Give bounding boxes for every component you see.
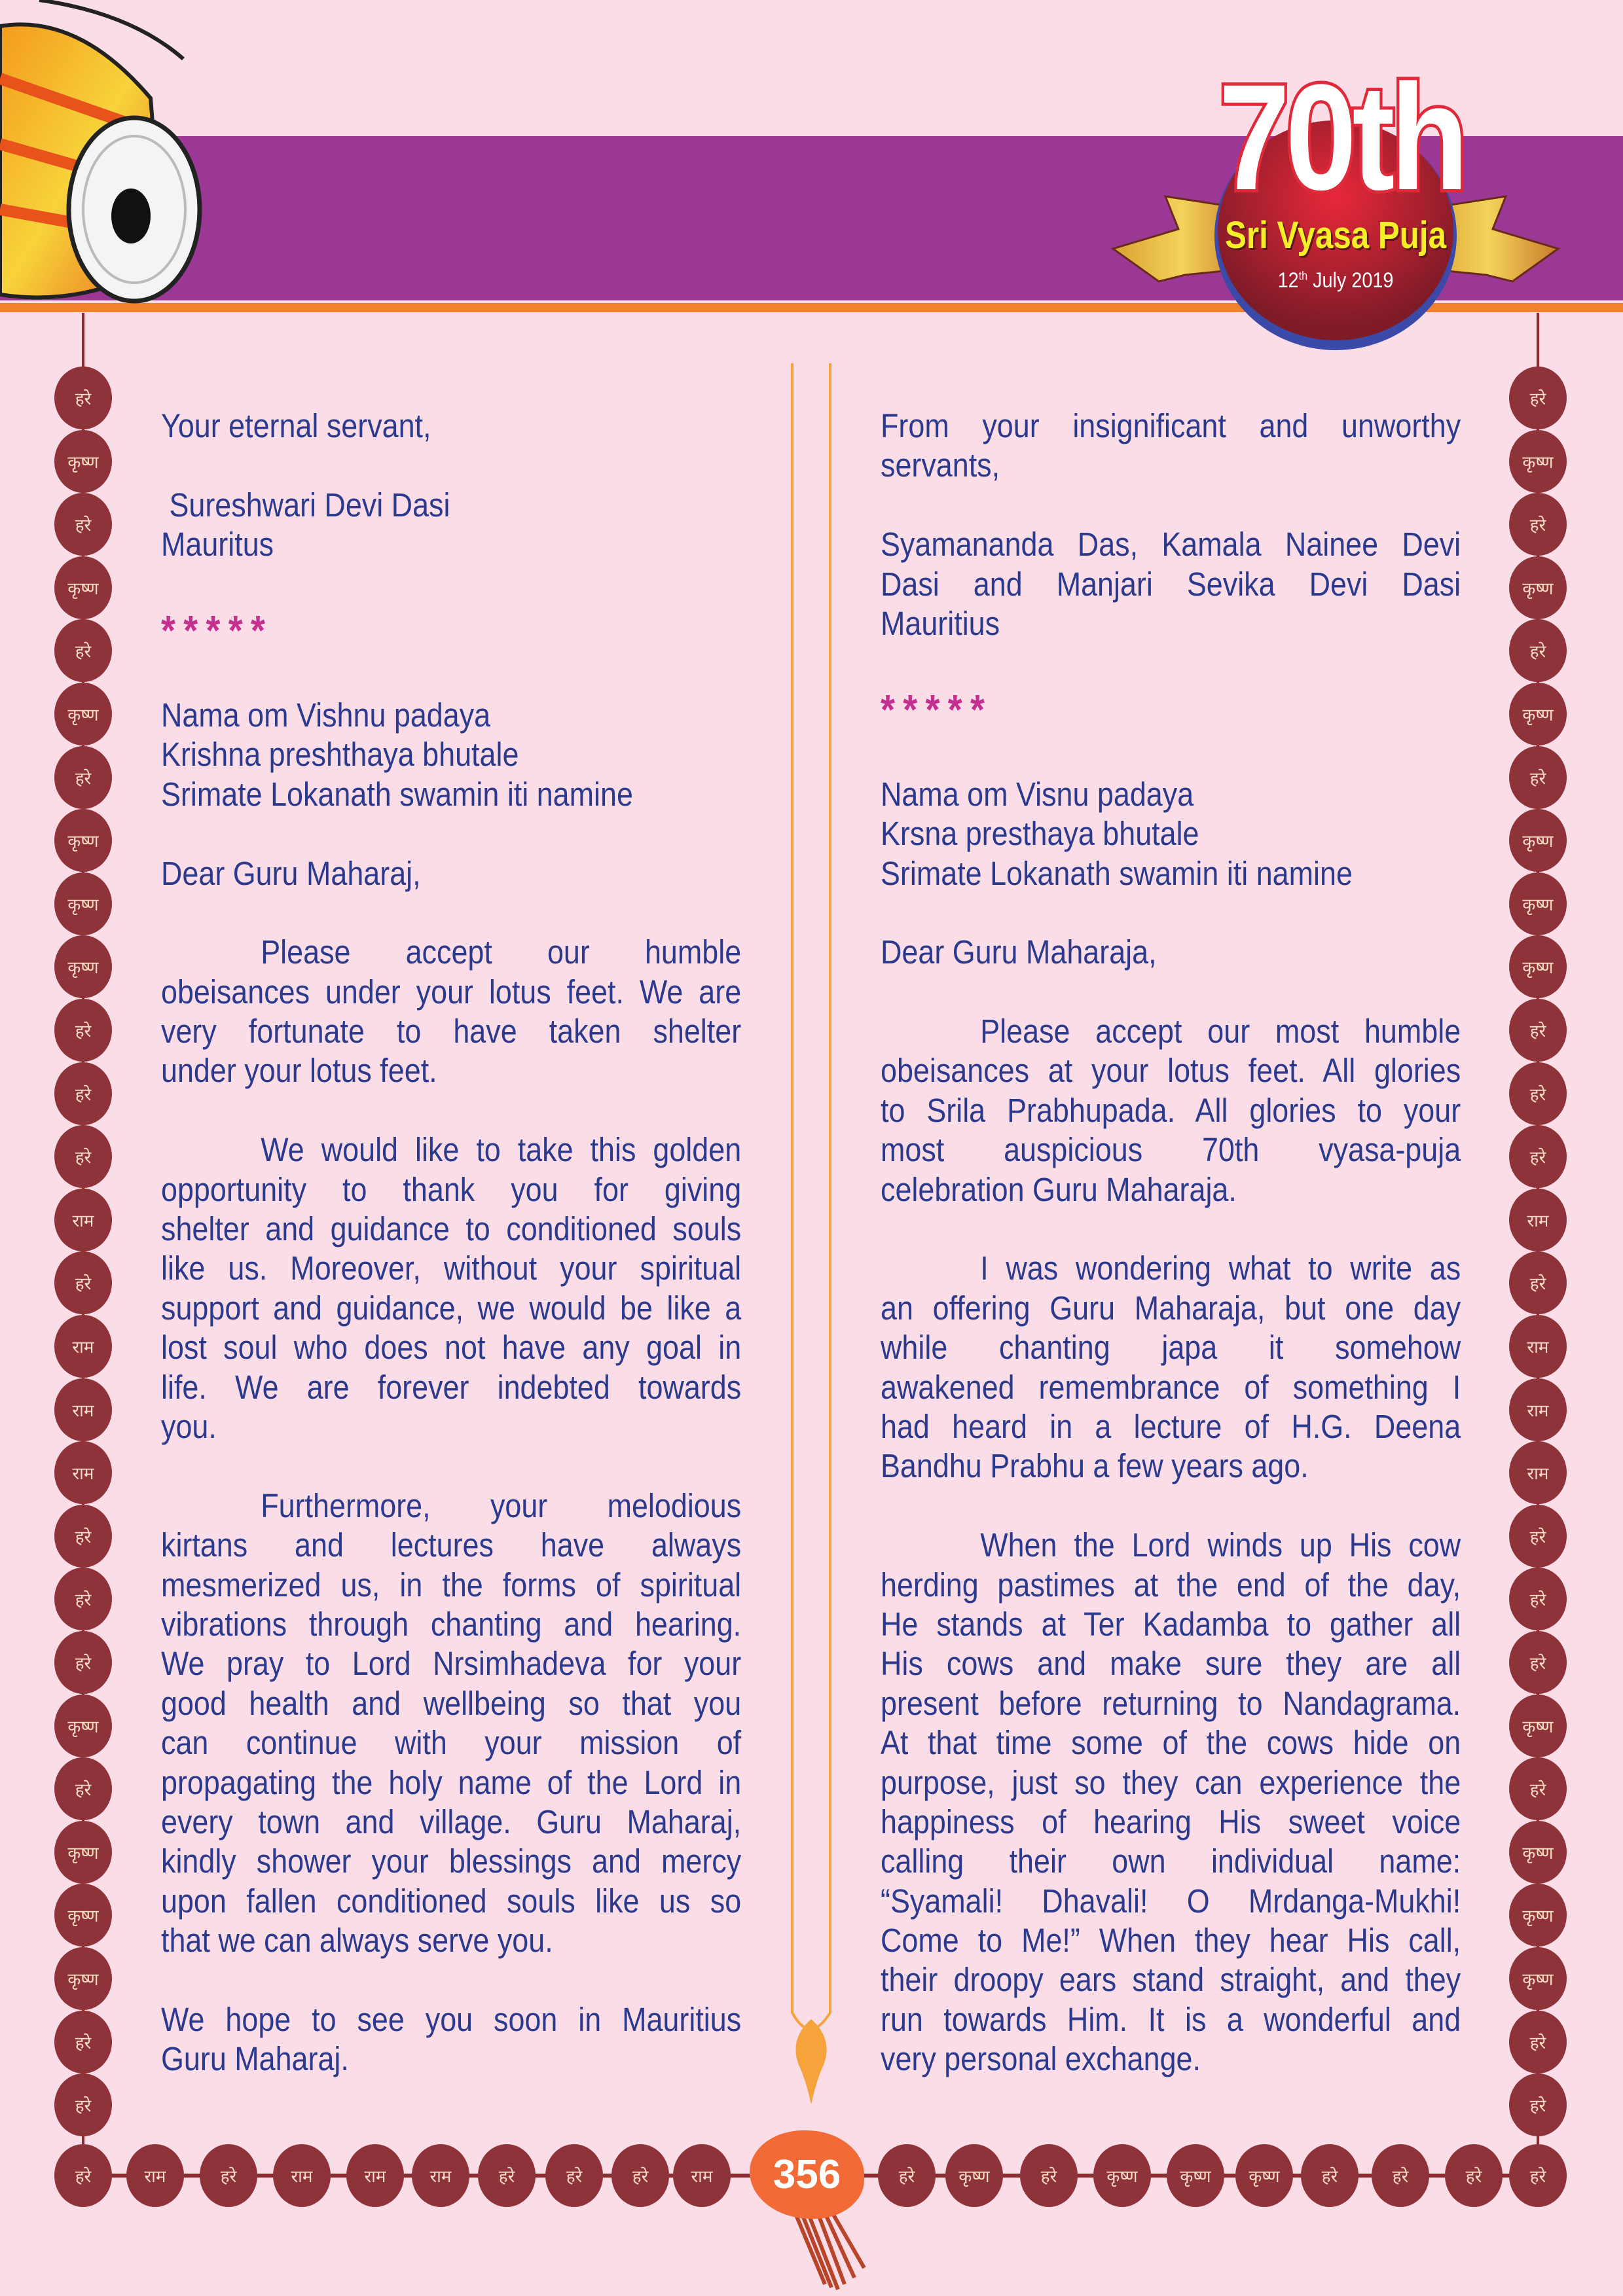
text-line: awakened remembrance of something I — [881, 1368, 1461, 1406]
text-line: His cows and make sure they are all — [881, 1645, 1461, 1683]
text-line: Guru Maharaj. — [161, 2040, 349, 2078]
text-line: I was wondering what to write as — [980, 1249, 1461, 1287]
japa-bead: कृष्ण — [54, 430, 112, 493]
japa-bead: हरे — [1020, 2144, 1078, 2207]
badge-date — [1212, 268, 1459, 293]
japa-bead: हरे — [54, 2144, 112, 2207]
japa-bead: हरे — [54, 1757, 112, 1820]
japa-bead: हरे — [54, 2011, 112, 2073]
text-line: servants, — [881, 446, 1000, 484]
text-line: most auspicious 70th vyasa-puja — [881, 1131, 1461, 1169]
paragraph — [161, 486, 741, 565]
text-line: their droopy ears stand straight, and they — [881, 1961, 1461, 1999]
japa-bead: राम — [54, 1441, 112, 1504]
text-line: We would like to take this golden — [261, 1131, 742, 1169]
text-line: Syamananda Das, Kamala Nainee Devi — [881, 526, 1461, 564]
japa-bead: कृष्ण — [1509, 872, 1567, 935]
japa-bead: हरे — [545, 2144, 603, 2207]
text-line: upon fallen conditioned souls like us so — [161, 1882, 742, 1920]
text-line: Nama om Visnu padaya — [881, 775, 1194, 813]
text-line: purpose, just so they can experience the — [881, 1763, 1461, 1801]
japa-bead: राम — [54, 1189, 112, 1251]
text-line: obeisances at your lotus feet. All glories — [881, 1052, 1461, 1090]
text-line: Furthermore, your melodious — [261, 1486, 742, 1524]
japa-bead: राम — [54, 1378, 112, 1441]
text-line: life. We are forever indebted towards — [161, 1368, 742, 1406]
text-line: had heard in a lecture of H.G. Deena — [881, 1407, 1461, 1445]
center-divider-ornament — [773, 363, 851, 2117]
japa-bead: कृष्ण — [1509, 809, 1567, 872]
japa-bead: राम — [54, 1315, 112, 1378]
text-line: Srimate Lokanath swamin iti namine — [161, 775, 633, 813]
text-line: an offering Guru Maharaja, but one day — [881, 1289, 1461, 1327]
japa-bead: हरे — [1509, 1631, 1567, 1694]
text-line: to Srila Prabhupada. All glories to your — [881, 1091, 1461, 1129]
text-line: present before returning to Nandagrama. — [881, 1684, 1461, 1722]
text-line: opportunity to thank you for giving — [161, 1170, 742, 1208]
japa-bead: कृष्ण — [54, 809, 112, 872]
paragraph — [161, 933, 741, 1091]
japa-bead: हरे — [54, 619, 112, 682]
text-line: Nama om Vishnu padaya — [161, 696, 491, 734]
japa-bead: हरे — [54, 1125, 112, 1188]
text-line: Srimate Lokanath swamin iti namine — [881, 854, 1353, 892]
paragraph — [881, 775, 1461, 893]
text-line: Please accept our most humble — [980, 1013, 1461, 1050]
japa-bead: हरे — [878, 2144, 936, 2207]
text-line: Dear Guru Maharaja, — [881, 933, 1157, 971]
japa-bead: हरे — [611, 2144, 669, 2207]
text-line: can continue with your mission of — [161, 1724, 742, 1762]
text-line: Mauritus — [161, 526, 274, 564]
japa-bead: हरे — [1509, 2073, 1567, 2136]
text-line: Mauritius — [881, 604, 1000, 642]
japa-bead: राम — [1509, 1315, 1567, 1378]
text-line: We pray to Lord Nrsimhadeva for your — [161, 1645, 742, 1683]
badge-date-rest: July 2019 — [1307, 268, 1394, 292]
text-line: very personal exchange. — [881, 2040, 1201, 2078]
japa-bead: हरे — [478, 2144, 536, 2207]
japa-bead: हरे — [1509, 619, 1567, 682]
japa-bead: हरे — [1509, 1568, 1567, 1630]
japa-bead: हरे — [54, 1631, 112, 1694]
paragraph — [161, 1486, 741, 1961]
japa-bead: हरे — [54, 1568, 112, 1630]
text-line: that we can always serve you. — [161, 1922, 553, 1960]
badge-date-suffix: th — [1298, 269, 1308, 283]
japa-bead: हरे — [1301, 2144, 1359, 2207]
japa-bead: कृष्ण — [1093, 2144, 1151, 2207]
japa-bead: कृष्ण — [1509, 430, 1567, 493]
japa-bead: हरे — [54, 1062, 112, 1125]
japa-bead: राम — [126, 2144, 184, 2207]
japa-bead: कृष्ण — [54, 1821, 112, 1884]
section-separator-stars: ***** — [881, 685, 993, 733]
text-line: Please accept our humble — [261, 933, 742, 971]
text-line: Sureshwari Devi Dasi — [161, 486, 450, 524]
text-line: Come to Me!” When they hear His call, — [881, 1922, 1461, 1960]
japa-bead: हरे — [54, 493, 112, 556]
text-line: Krsna presthaya bhutale — [881, 815, 1199, 853]
text-line: When the Lord winds up His cow — [980, 1526, 1461, 1564]
text-line: kirtans and lectures have always — [161, 1526, 742, 1564]
text-line: run towards Him. It is a wonderful and — [881, 2000, 1461, 2038]
japa-bead: कृष्ण — [1509, 1821, 1567, 1884]
japa-bead: राम — [1509, 1189, 1567, 1251]
text-line: every town and village. Guru Maharaj, — [161, 1803, 742, 1840]
japa-bead: हरे — [1509, 493, 1567, 556]
text-line: mesmerized us, in the forms of spiritual — [161, 1566, 742, 1604]
paragraph — [161, 406, 741, 446]
text-line: propagating the holy name of the Lord in — [161, 1763, 742, 1801]
paragraph — [881, 1249, 1461, 1486]
japa-bead: कृष्ण — [1509, 935, 1567, 998]
japa-bead: राम — [346, 2144, 404, 2207]
tassel-icon — [786, 2206, 877, 2291]
section-separator-stars: ***** — [161, 606, 274, 654]
text-line: We hope to see you soon in Mauritius — [161, 2000, 742, 2038]
japa-bead: कृष्ण — [1509, 1947, 1567, 2010]
paragraph — [161, 854, 741, 893]
japa-bead: राम — [1509, 1378, 1567, 1441]
japa-bead: हरे — [1509, 999, 1567, 1062]
paragraph — [881, 1012, 1461, 1210]
paragraph — [881, 525, 1461, 643]
japa-bead: कृष्ण — [1167, 2144, 1224, 2207]
japa-bead: कृष्ण — [54, 556, 112, 619]
japa-bead: हरे — [54, 1505, 112, 1568]
japa-bead: हरे — [1509, 1505, 1567, 1568]
text-line: “Syamali! Dhavali! O Mrdanga-Mukhi! — [881, 1882, 1461, 1920]
japa-bead: कृष्ण — [54, 872, 112, 935]
left-letter-column — [161, 406, 741, 2119]
japa-bead: हरे — [1509, 367, 1567, 429]
paragraph — [161, 2000, 741, 2079]
mridanga-drum-icon — [0, 0, 216, 314]
text-line: lost soul who does not have any goal in — [161, 1329, 742, 1367]
text-line: support and guidance, we would be like a — [161, 1289, 742, 1327]
badge-date-day: 12 — [1277, 268, 1299, 292]
text-line: He stands at Ter Kadamba to gather all — [881, 1605, 1461, 1643]
japa-bead: राम — [412, 2144, 469, 2207]
text-line: Bandhu Prabhu a few years ago. — [881, 1447, 1309, 1485]
badge-subtitle: Sri Vyasa Puja — [1224, 214, 1447, 257]
japa-bead: हरे — [1509, 2144, 1567, 2207]
japa-bead: कृष्ण — [54, 1947, 112, 2010]
text-line: Dasi and Manjari Sevika Devi Dasi — [881, 565, 1461, 603]
text-line: happiness of hearing His sweet voice — [881, 1803, 1461, 1840]
japa-bead: राम — [673, 2144, 731, 2207]
paragraph — [881, 406, 1461, 486]
japa-bead: हरे — [1372, 2144, 1429, 2207]
text-line: while chanting japa it somehow — [881, 1329, 1461, 1367]
japa-bead: कृष्ण — [1509, 1695, 1567, 1757]
text-line: very fortunate to have taken shelter — [161, 1013, 742, 1050]
badge-title: 70th — [1218, 53, 1465, 221]
text-line: you. — [161, 1407, 217, 1445]
japa-bead: कृष्ण — [54, 1884, 112, 1946]
japa-bead: हरे — [1509, 1251, 1567, 1314]
japa-bead: राम — [1509, 1441, 1567, 1504]
japa-bead: हरे — [200, 2144, 257, 2207]
text-line: like us. Moreover, without your spiritual — [161, 1249, 742, 1287]
japa-bead: हरे — [54, 999, 112, 1062]
japa-bead: हरे — [1445, 2144, 1503, 2207]
right-letter-column — [881, 406, 1461, 2119]
japa-bead: हरे — [54, 746, 112, 809]
japa-bead: कृष्ण — [54, 1695, 112, 1757]
japa-bead: कृष्ण — [1509, 1884, 1567, 1946]
text-line: shelter and guidance to conditioned souls — [161, 1210, 742, 1248]
text-line: Your eternal servant, — [161, 407, 431, 444]
paragraph — [881, 1526, 1461, 2079]
text-line: obeisances under your lotus feet. We are — [161, 973, 742, 1011]
text-line: good health and wellbeing so that you — [161, 1684, 742, 1722]
japa-bead: हरे — [1509, 1757, 1567, 1820]
japa-bead: हरे — [54, 2073, 112, 2136]
japa-bead: हरे — [1509, 1125, 1567, 1188]
text-line: At that time some of the cows hide on — [881, 1724, 1461, 1762]
japa-bead: कृष्ण — [1509, 683, 1567, 745]
text-line: From your insignificant and unworthy — [881, 407, 1461, 444]
paragraph — [161, 696, 741, 814]
japa-bead: हरे — [54, 1251, 112, 1314]
text-line: Krishna preshthaya bhutale — [161, 736, 519, 774]
japa-bead: कृष्ण — [945, 2144, 1003, 2207]
text-line: Dear Guru Maharaj, — [161, 854, 421, 892]
text-line: under your lotus feet. — [161, 1052, 437, 1090]
text-line: celebration Guru Maharaja. — [881, 1170, 1237, 1208]
japa-bead: हरे — [1509, 1062, 1567, 1125]
text-line: kindly shower your blessings and mercy — [161, 1842, 742, 1880]
page-number: 356 — [750, 2130, 864, 2219]
japa-bead: कृष्ण — [1509, 556, 1567, 619]
japa-bead: कृष्ण — [54, 683, 112, 745]
paragraph — [881, 933, 1461, 972]
japa-bead: हरे — [1509, 746, 1567, 809]
japa-bead: राम — [273, 2144, 331, 2207]
japa-bead: कृष्ण — [54, 935, 112, 998]
text-line: vibrations through chanting and hearing. — [161, 1605, 742, 1643]
japa-bead: हरे — [54, 367, 112, 429]
paragraph — [161, 1130, 741, 1446]
text-line: herding pastimes at the end of the day, — [881, 1566, 1461, 1604]
japa-bead: हरे — [1509, 2011, 1567, 2073]
japa-bead: कृष्ण — [1235, 2144, 1293, 2207]
text-line: calling their own individual name: — [881, 1842, 1461, 1880]
